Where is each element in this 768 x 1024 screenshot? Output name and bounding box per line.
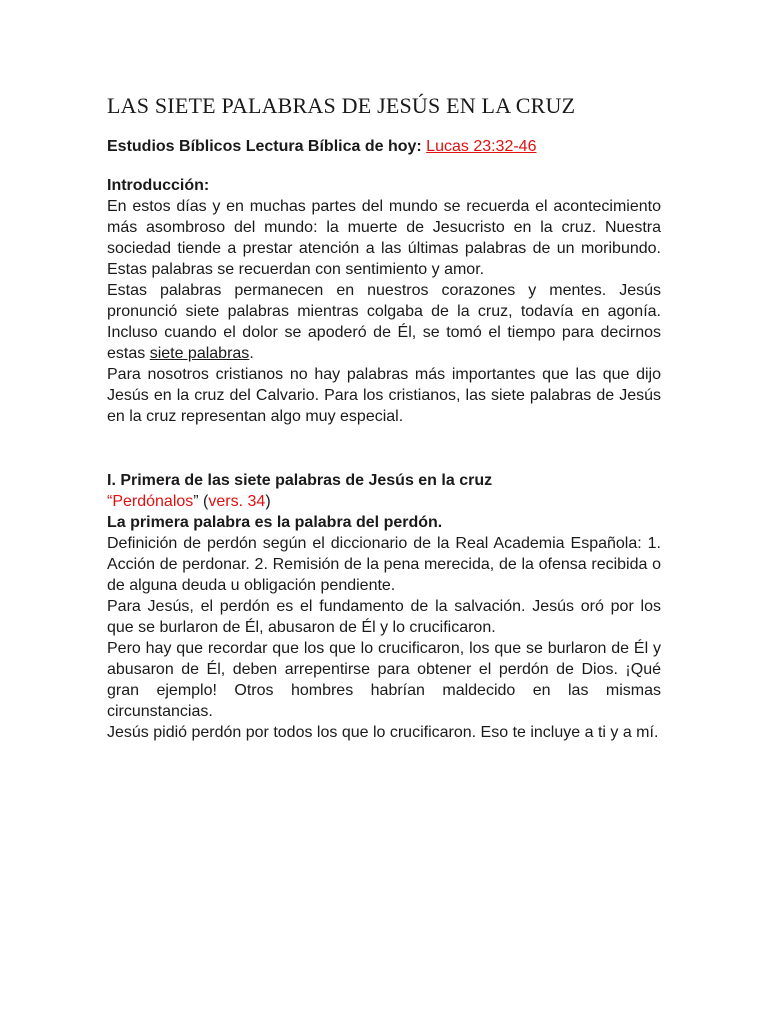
section-1-paragraph-3: Pero hay que recordar que los que lo crucificaron, los que se burlaron de Él y abusaron de Él, deben arrepentirse para obtener el perdón de Dios. ¡Qué gran ejemplo! Otros hombres habrían maldecido en las mismas circunstancias. [107, 640, 661, 720]
quote-open: “ [107, 493, 113, 510]
intro-paragraph-2-end: . [249, 345, 254, 362]
scripture-reference-link[interactable]: Lucas 23:32-46 [426, 138, 537, 155]
quote-close: ” ( [193, 493, 209, 510]
document-page [107, 92, 661, 743]
siete-palabras-link[interactable]: siete palabras [149, 345, 250, 362]
section-1-heading: I. Primera de las siete palabras de Jesús en la cruz [107, 472, 493, 489]
intro-paragraph-2 [107, 280, 661, 364]
quote-word: Perdónalos [112, 493, 194, 510]
section-1-paragraph-2: Para Jesús, el perdón es el fundamento de la salvación. Jesús oró por los que se burlaron de Él, abusaron de Él y lo crucificaron. [107, 598, 661, 636]
intro-paragraph-1: En estos días y en muchas partes del mundo se recuerda el acontecimiento más asombroso del mundo: la muerte de Jesucristo en la cruz. Nuestra sociedad tiende a prestar atención a las últimas palabras de un moribundo. Estas palabras se recuerdan con sentimiento y amor. [107, 198, 661, 278]
section-1-subheading: La primera palabra es la palabra del perdón. [107, 514, 443, 531]
verse-close: ) [265, 493, 271, 510]
page-title: LAS SIETE PALABRAS DE JESÚS EN LA CRUZ [107, 93, 576, 118]
section-1-paragraph-1: Definición de perdón según el diccionario de la Real Academia Española: 1. Acción de perdonar. 2. Remisión de la pena merecida, de la ofensa recibida o de alguna deuda u obligación pendiente. [107, 535, 661, 594]
verse-reference: vers. 34 [208, 493, 266, 510]
section-1-paragraph-4: Jesús pidió perdón por todos los que lo crucificaron. Eso te incluye a ti y a mí. [107, 724, 659, 741]
intro-heading: Introducción: [107, 177, 210, 194]
section-1-quote [107, 491, 661, 512]
subtitle-prefix: Estudios Bíblicos Lectura Bíblica de hoy: [107, 138, 427, 155]
intro-paragraph-3: Para nosotros cristianos no hay palabras más importantes que las que dijo Jesús en la cruz del Calvario. Para los cristianos, las siete palabras de Jesús en la cruz representan algo muy especial. [107, 366, 661, 425]
subtitle [107, 136, 661, 158]
intro-paragraph-2-text: Estas palabras permanecen en nuestros corazones y mentes. Jesús pronunció siete palabras mientras colgaba de la cruz, todavía en agonía. Incluso cuando el dolor se apoderó de Él, se tomó el tiempo para decirnos estas [107, 282, 661, 362]
